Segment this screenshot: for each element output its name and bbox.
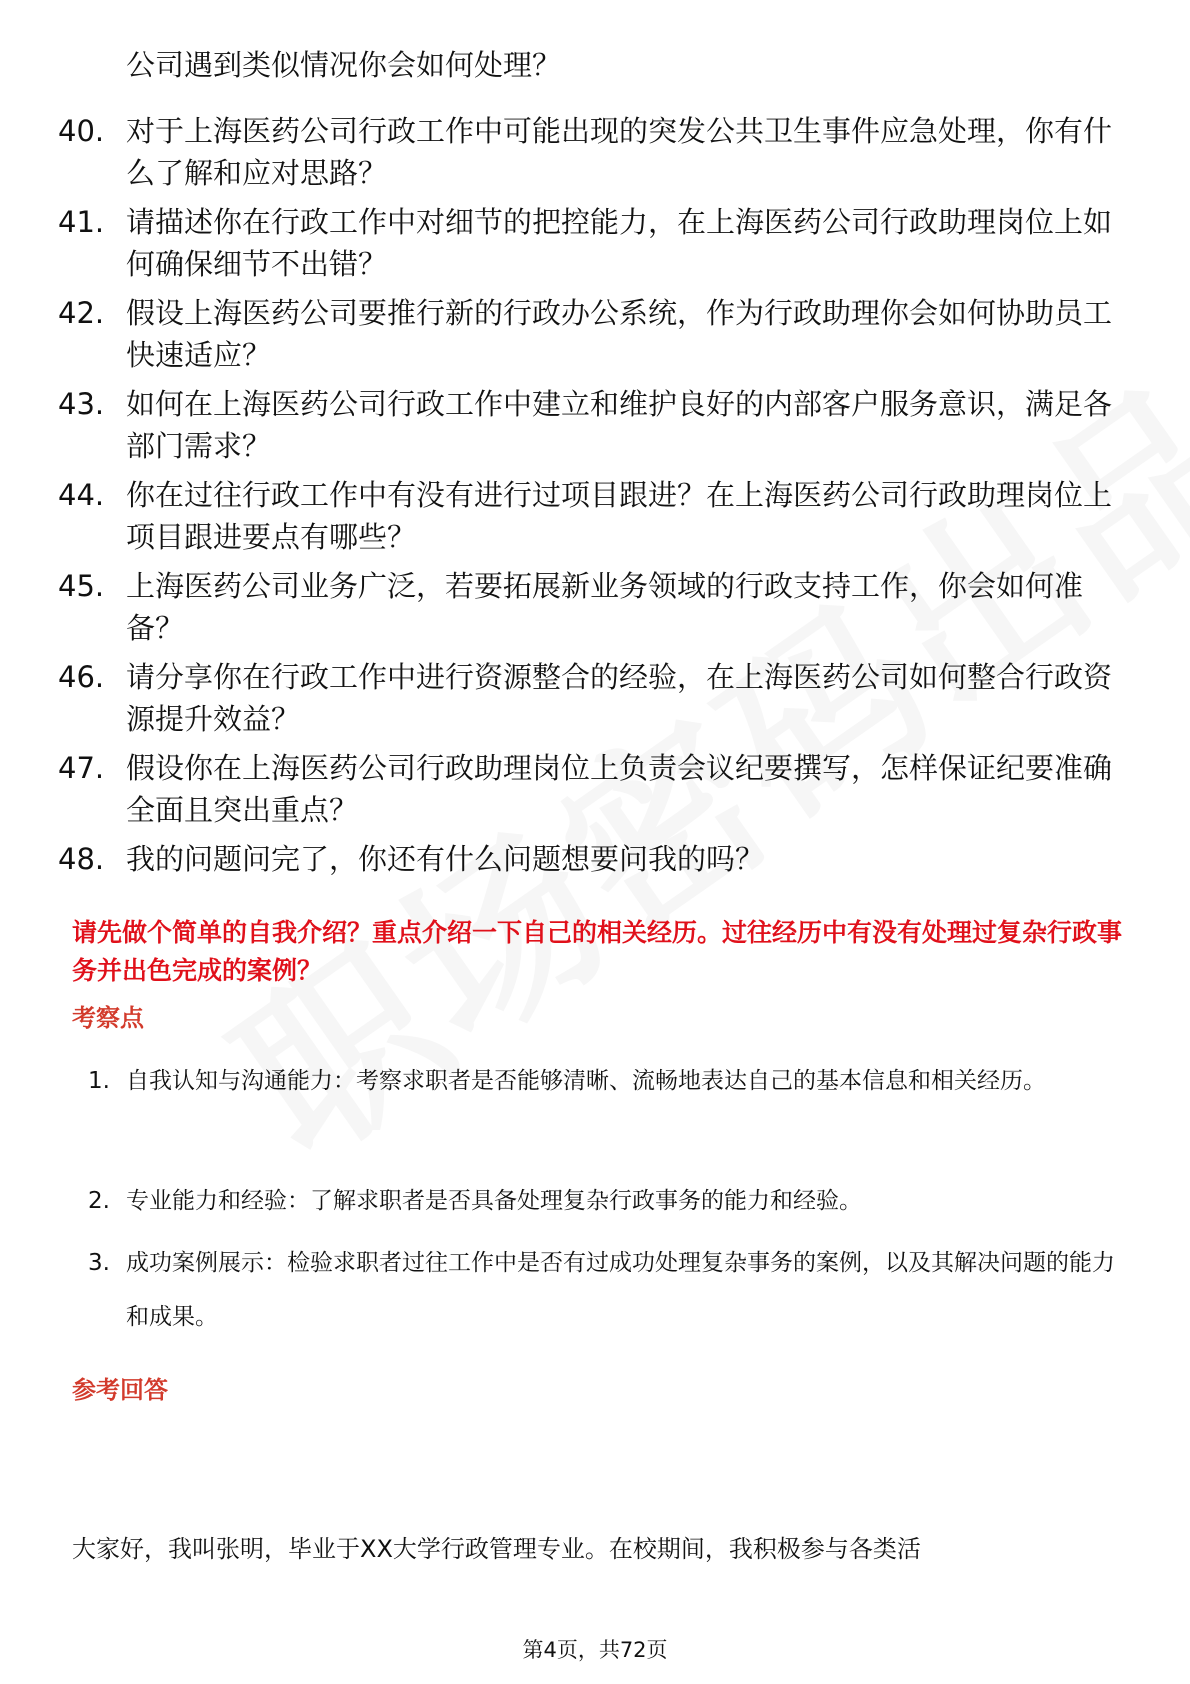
featured-question: 请先做个简单的自我介绍？重点介绍一下自己的相关经历。过往经历中有没有处理过复杂行政事务并出色完成的案例？ — [72, 918, 1123, 985]
question-text: 请描述你在行政工作中对细节的把控能力，在上海医药公司行政助理岗位上如何确保细节不出错？ — [126, 205, 1113, 281]
question-number: 43. — [58, 387, 105, 421]
question-number: 42. — [58, 296, 105, 330]
reference-answer: 大家好，我叫张明，毕业于XX大学行政管理专业。在校期间，我积极参与各类活 — [72, 1535, 921, 1563]
question-number: 40. — [58, 114, 105, 148]
page-footer: 第4页，共72页 — [522, 1638, 668, 1662]
reference-label: 参考回答 — [72, 1376, 168, 1404]
continuation-text: 公司遇到类似情况你会如何处理？ — [126, 48, 562, 82]
question-number: 41. — [58, 205, 105, 239]
assessment-label: 考察点 — [72, 1004, 144, 1032]
question-text: 请分享你在行政工作中进行资源整合的经验，在上海医药公司如何整合行政资源提升效益？ — [126, 660, 1113, 736]
question-number: 48. — [58, 842, 105, 876]
question-number: 44. — [58, 478, 105, 512]
question-text: 对于上海医药公司行政工作中可能出现的突发公共卫生事件应急处理，你有什么了解和应对思路？ — [126, 114, 1113, 190]
question-text: 假设你在上海医药公司行政助理岗位上负责会议纪要撰写，怎样保证纪要准确全面且突出重点？ — [126, 751, 1113, 827]
question-text: 我的问题问完了，你还有什么问题想要问我的吗？ — [126, 842, 765, 876]
question-number: 45. — [58, 569, 105, 603]
question-text: 你在过往行政工作中有没有进行过项目跟进？在上海医药公司行政助理岗位上项目跟进要点有哪些？ — [126, 478, 1113, 554]
point-text: 专业能力和经验：了解求职者是否具备处理复杂行政事务的能力和经验。 — [126, 1188, 862, 1214]
point-number: 2. — [88, 1188, 110, 1214]
point-number: 3. — [88, 1250, 110, 1276]
question-text: 假设上海医药公司要推行新的行政办公系统，作为行政助理你会如何协助员工快速适应？ — [126, 296, 1113, 372]
point-text: 成功案例展示：检验求职者过往工作中是否有过成功处理复杂事务的案例，以及其解决问题的能力和成果。 — [126, 1250, 1115, 1330]
question-number: 47. — [58, 751, 105, 785]
question-text: 上海医药公司业务广泛，若要拓展新业务领域的行政支持工作，你会如何准备？ — [126, 569, 1084, 645]
question-text: 如何在上海医药公司行政工作中建立和维护良好的内部客户服务意识，满足各部门需求？ — [126, 387, 1113, 463]
point-number: 1. — [88, 1068, 110, 1094]
point-text: 自我认知与沟通能力：考察求职者是否能够清晰、流畅地表达自己的基本信息和相关经历。 — [126, 1068, 1046, 1094]
question-number: 46. — [58, 660, 105, 694]
